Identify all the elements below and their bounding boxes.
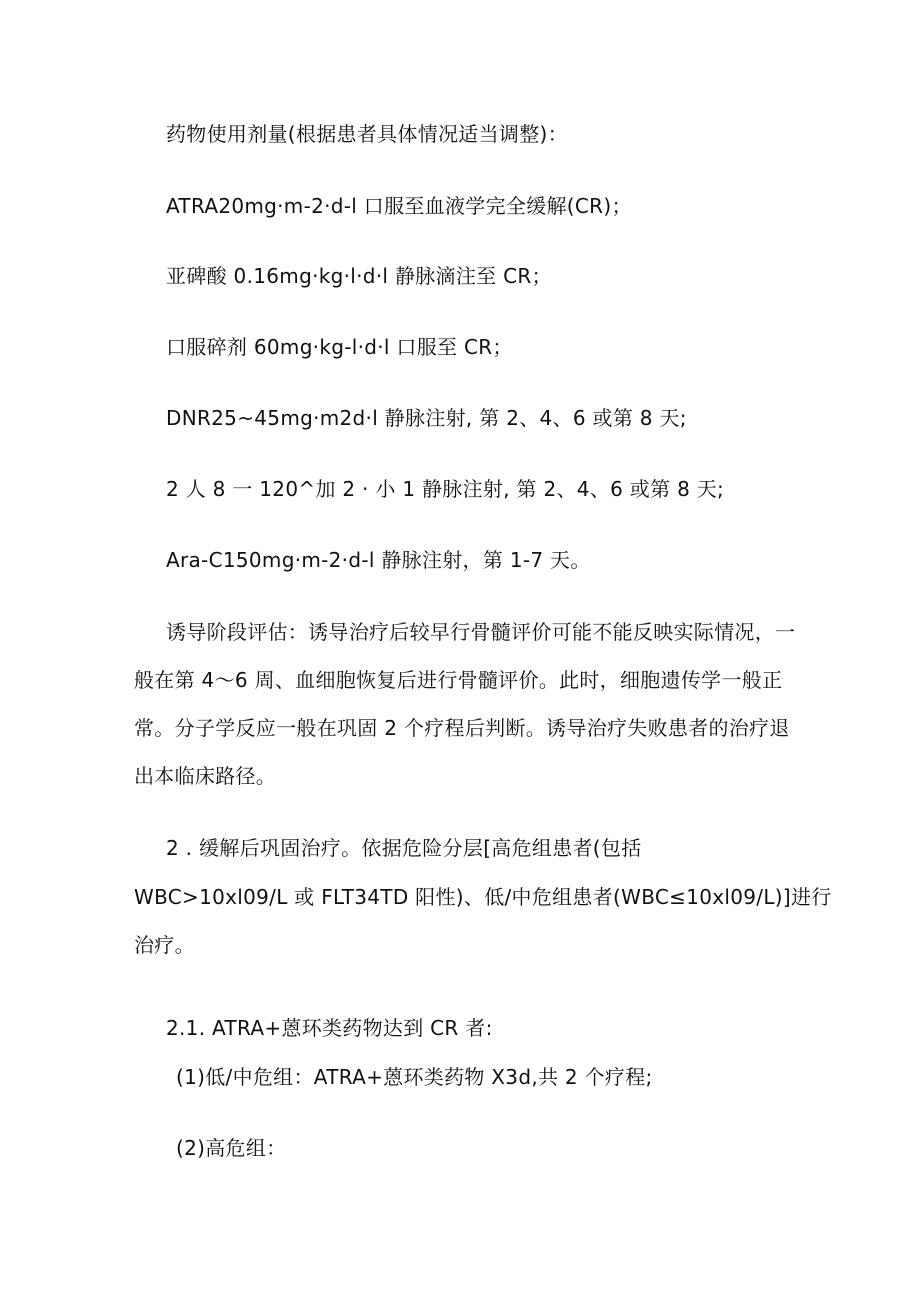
low-mid-risk-line: (1)低/中危组：ATRA+蒽环类药物 X3d,共 2 个疗程;: [176, 1065, 653, 1089]
dosage-line-arac: Ara-C150mg·m-2·d-l 静脉注射，第 1-7 天。: [166, 548, 591, 572]
induction-paragraph-line-1: 诱导阶段评估：诱导治疗后较早行骨髓评价可能不能反映实际情况，一: [166, 620, 796, 644]
dosage-line-arsenic: 亚碑酸 0.16mg·kg·l·d·l 静脉滴注至 CR；: [166, 264, 552, 288]
dosage-line-ida: 2 人 8 一 120^加 2 · 小 1 静脉注射, 第 2、4、6 或第 8 天;: [166, 477, 725, 501]
high-risk-line: (2)高危组：: [176, 1136, 287, 1160]
induction-paragraph-line-2: 般在第 4～6 周、血细胞恢复后进行骨髓评价。此时，细胞遗传学一般正: [134, 668, 783, 692]
dosage-heading: 药物使用剂量(根据患者具体情况适当调整)：: [166, 122, 568, 146]
consolidation-heading-line-3: 治疗。: [134, 933, 195, 957]
dosage-line-oral: 口服碎剂 60mg·kg-l·d·l 口服至 CR；: [166, 335, 513, 359]
section-2-1-heading: 2.1. ATRA+蒽环类药物达到 CR 者:: [166, 1016, 493, 1040]
consolidation-heading-line-1: 2 . 缓解后巩固治疗。依据危险分层[高危组患者(包括: [166, 836, 642, 860]
dosage-line-dnr: DNR25~45mg·m2d·l 静脉注射, 第 2、4、6 或第 8 天;: [166, 406, 687, 430]
induction-paragraph-line-3: 常。分子学反应一般在巩固 2 个疗程后判断。诱导治疗失败患者的治疗退: [134, 716, 790, 740]
induction-paragraph-line-4: 出本临床路径。: [134, 764, 277, 788]
consolidation-heading-line-2: WBC>10xl09/L 或 FLT34TD 阳性)、低/中危组患者(WBC≤10xl09/L)]进行: [134, 885, 832, 909]
dosage-line-atra: ATRA20mg·m-2·d-l 口服至血液学完全缓解(CR)；: [166, 194, 632, 218]
